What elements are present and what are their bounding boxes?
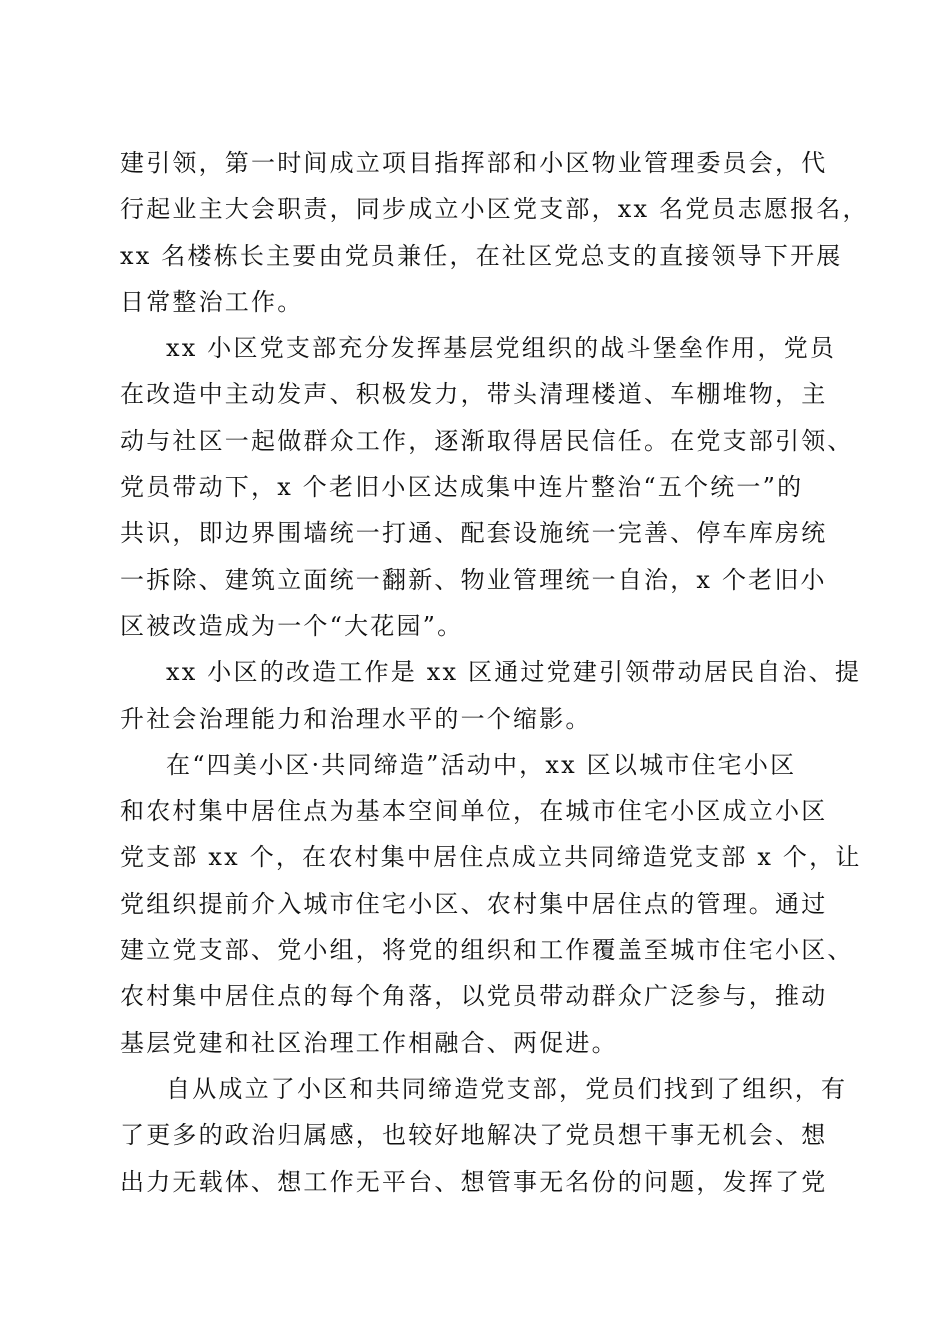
- text-line: 和农村集中居住点为基本空间单位，在城市住宅小区成立小区: [120, 797, 828, 826]
- text-line: 出力无载体、想工作无平台、想管事无名份的问题，发挥了党: [120, 1167, 828, 1196]
- text-line: xx 名楼栋长主要由党员兼任，在社区党总支的直接领导下开展: [120, 241, 843, 270]
- paragraph-first-line: xx 小区的改造工作是 xx 区通过党建引领带动居民自治、提: [166, 658, 862, 687]
- text-line: 在改造中主动发声、积极发力，带头清理楼道、车棚堆物，主: [120, 380, 828, 409]
- text-line: 建引领，第一时间成立项目指挥部和小区物业管理委员会，代: [120, 149, 828, 177]
- text-line: 动与社区一起做群众工作，逐渐取得居民信任。在党支部引领、: [120, 426, 854, 455]
- text-line: 共识，即边界围墙统一打通、配套设施统一完善、停车库房统: [120, 519, 828, 548]
- text-line: 农村集中居住点的每个角落，以党员带动群众广泛参与，推动: [120, 982, 828, 1011]
- paragraph-first-line: 自从成立了小区和共同缔造党支部，党员们找到了组织，有: [166, 1074, 848, 1103]
- text-line: 区被改造成为一个“大花园”。: [120, 611, 464, 640]
- text-line: 一拆除、建筑立面统一翻新、物业管理统一自治，x 个老旧小: [120, 565, 827, 594]
- paragraph-first-line: 在“四美小区·共同缔造”活动中，xx 区以城市住宅小区: [166, 750, 797, 779]
- text-line: 了更多的政治归属感，也较好地解决了党员想干事无机会、想: [120, 1121, 828, 1150]
- text-line: 党组织提前介入城市住宅小区、农村集中居住点的管理。通过: [120, 889, 828, 918]
- text-line: 党员带动下，x 个老旧小区达成集中连片整治“五个统一”的: [120, 473, 804, 502]
- text-line: 建立党支部、党小组，将党的组织和工作覆盖至城市住宅小区、: [120, 936, 854, 965]
- text-line: 升社会治理能力和治理水平的一个缩影。: [120, 704, 592, 733]
- paragraph-first-line: xx 小区党支部充分发挥基层党组织的战斗堡垒作用，党员: [166, 334, 837, 363]
- body-text: [120, 140, 869, 1205]
- text-line: 日常整治工作。: [120, 287, 304, 316]
- text-line: 党支部 xx 个，在农村集中居住点成立共同缔造党支部 x 个，让: [120, 843, 862, 872]
- text-line: 行起业主大会职责，同步成立小区党支部，xx 名党员志愿报名，: [120, 195, 869, 224]
- text-line: 基层党建和社区治理工作相融合、两促进。: [120, 1028, 618, 1057]
